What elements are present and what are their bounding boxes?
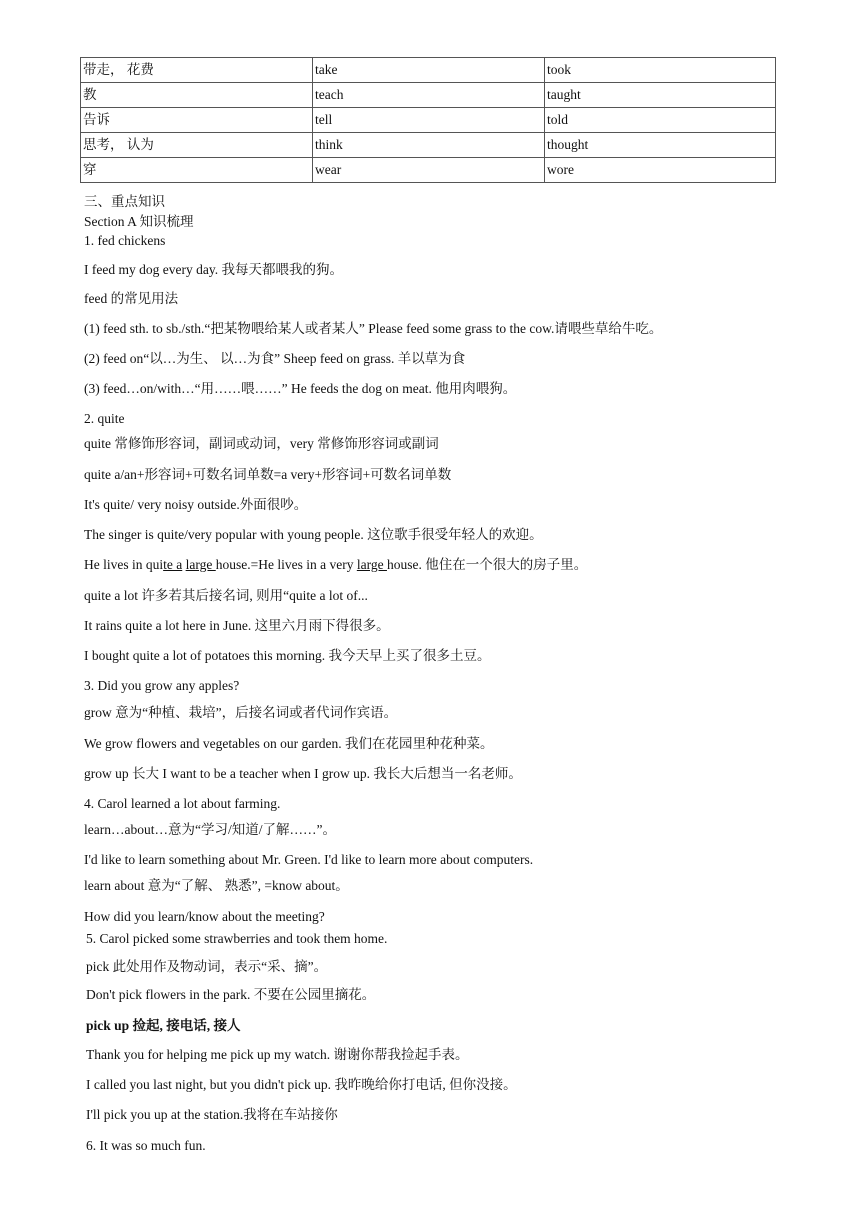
table-row xyxy=(81,108,776,133)
example-sentence: We grow flowers and vegetables on our garden. 我们在花园里种花种菜。 xyxy=(84,736,494,751)
past-form-cell: wore xyxy=(545,158,776,183)
example-sentence: I'll pick you up at the station.我将在车站接你 xyxy=(86,1107,338,1122)
table-row xyxy=(81,83,776,108)
example-sentence: I feed my dog every day. 我每天都喂我的狗。 xyxy=(84,262,343,277)
verb-table xyxy=(80,57,776,183)
meaning-cell: 告诉 xyxy=(81,108,313,133)
explanation-text: learn…about…意为“学习/知道/了解……”。 xyxy=(84,822,336,837)
example-sentence: I bought quite a lot of potatoes this morning. 我今天早上买了很多土豆。 xyxy=(84,648,491,663)
explanation-text: pick 此处用作及物动词，表示“采、摘”。 xyxy=(86,959,328,974)
example-sentence: I called you last night, but you didn't pick up. 我昨晚给你打电话, 但你没接。 xyxy=(86,1077,517,1092)
explanation-text: quite a/an+形容词+可数名词单数=a very+形容词+可数名词单数 xyxy=(84,467,452,482)
explanation-text: grow 意为“种植、栽培”，后接名词或者代词作宾语。 xyxy=(84,705,398,720)
point-title: 6. It was so much fun. xyxy=(86,1138,206,1153)
point-title: 5. Carol picked some strawberries and took them home. xyxy=(86,931,388,946)
underlined-text: large xyxy=(185,557,216,572)
table-row xyxy=(81,133,776,158)
past-form-cell: took xyxy=(545,58,776,83)
table-row xyxy=(81,58,776,83)
example-sentence: The singer is quite/very popular with young people. 这位歌手很受年轻人的欢迎。 xyxy=(84,527,543,542)
meaning-cell: 教 xyxy=(81,83,313,108)
point-title: 3. Did you grow any apples? xyxy=(84,678,240,693)
base-form-cell: take xyxy=(313,58,545,83)
example-sentence: Don't pick flowers in the park. 不要在公园里摘花。 xyxy=(86,987,376,1002)
base-form-cell: teach xyxy=(313,83,545,108)
underlined-text: te a xyxy=(163,557,183,572)
past-form-cell: told xyxy=(545,108,776,133)
past-form-cell: thought xyxy=(545,133,776,158)
point-title: 4. Carol learned a lot about farming. xyxy=(84,796,281,811)
example-sentence: grow up 长大 I want to be a teacher when I grow up. 我长大后想当一名老师。 xyxy=(84,766,522,781)
example-sentence: It rains quite a lot here in June. 这里六月雨下得很多。 xyxy=(84,618,390,633)
section-subheading: Section A 知识梳理 xyxy=(84,214,194,229)
base-form-cell: wear xyxy=(313,158,545,183)
point-title: 1. fed chickens xyxy=(84,233,166,248)
past-form-cell: taught xyxy=(545,83,776,108)
meaning-cell: 带走， 花费 xyxy=(81,58,313,83)
meaning-cell: 穿 xyxy=(81,158,313,183)
explanation-text: learn about 意为“了解、 熟悉”, =know about。 xyxy=(84,878,349,893)
text-segment: He lives in qui xyxy=(84,557,164,572)
text-segment: house.=He lives in a very xyxy=(215,557,357,572)
usage-item: (2) feed on“以…为生、 以…为食” Sheep feed on grass. 羊以草为食 xyxy=(84,351,466,366)
table-row xyxy=(81,158,776,183)
meaning-cell: 思考， 认为 xyxy=(81,133,313,158)
text-segment: house. 他住在一个很大的房子里。 xyxy=(386,557,588,572)
underlined-text: large xyxy=(356,557,387,572)
example-sentence: Thank you for helping me pick up my watch. 谢谢你帮我捡起手表。 xyxy=(86,1047,469,1062)
phrase-heading: pick up 捡起, 接电话, 接人 xyxy=(86,1018,241,1033)
example-sentence xyxy=(84,556,587,574)
explanation-text: feed 的常见用法 xyxy=(84,291,179,306)
explanation-text: quite 常修饰形容词，副词或动词，very 常修饰形容词或副词 xyxy=(84,436,439,451)
example-sentence: I'd like to learn something about Mr. Green. I'd like to learn more about computers. xyxy=(84,852,534,867)
base-form-cell: think xyxy=(313,133,545,158)
usage-item: (3) feed…on/with…“用……喂……” He feeds the dog on meat. 他用肉喂狗。 xyxy=(84,381,517,396)
base-form-cell: tell xyxy=(313,108,545,133)
usage-item: (1) feed sth. to sb./sth.“把某物喂给某人或者某人” Please feed some grass to the cow.请喂些草给牛吃。 xyxy=(84,321,663,336)
example-sentence: It's quite/ very noisy outside.外面很吵。 xyxy=(84,497,308,512)
explanation-text: quite a lot 许多若其后接名词, 则用“quite a lot of... xyxy=(84,588,368,603)
point-title: 2. quite xyxy=(84,411,125,426)
section-heading: 三、重点知识 xyxy=(84,194,165,209)
example-sentence: How did you learn/know about the meeting? xyxy=(84,909,325,924)
